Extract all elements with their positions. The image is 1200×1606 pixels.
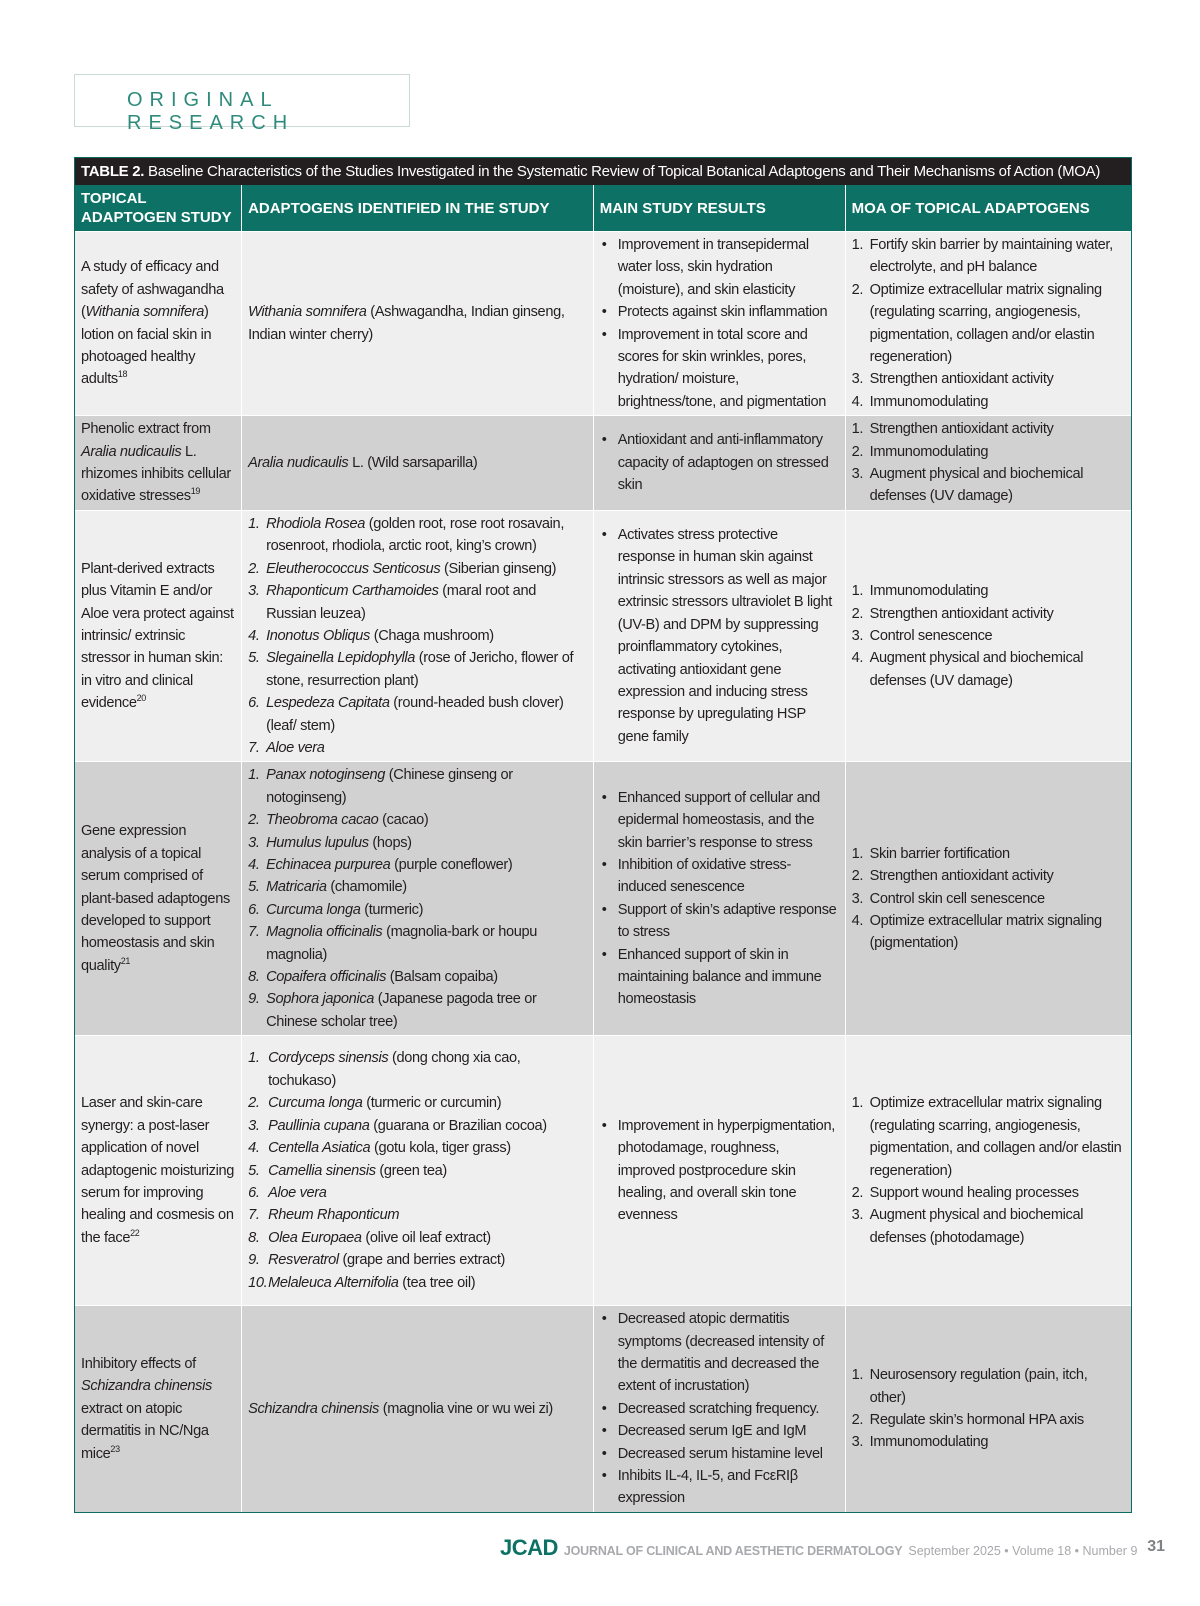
list-number: 1. bbox=[248, 515, 260, 532]
list-item: 2. Regulate skin’s hormonal HPA axis bbox=[852, 1409, 1125, 1431]
list-number: 10. bbox=[248, 1274, 268, 1291]
page-footer bbox=[500, 1535, 1180, 1559]
section-label-box bbox=[74, 74, 410, 134]
list-item: 3. Control senescence bbox=[852, 625, 1125, 647]
journal-name: JOURNAL OF CLINICAL AND AESTHETIC DERMATOLOGY bbox=[563, 1544, 903, 1558]
list-number: 3. bbox=[851, 1434, 864, 1451]
list-item: 3. Humulus lupulus (hops) bbox=[248, 832, 587, 854]
adaptogens-cell: Aralia nudicaulis L. (Wild sarsaparilla) bbox=[242, 416, 594, 511]
list-number: 2. bbox=[851, 1412, 864, 1429]
italic-text: Schizandra chinensis bbox=[248, 1400, 379, 1417]
list-item: • Decreased scratching frequency. bbox=[600, 1398, 839, 1420]
italic-text: Aloe vera bbox=[268, 1184, 327, 1201]
italic-text: Aralia nudicaulis bbox=[248, 454, 349, 471]
list-item: 1. Panax notoginseng (Chinese ginseng or notoginseng) bbox=[248, 764, 587, 809]
list-number: 5. bbox=[248, 879, 260, 896]
list-item: 3. Paullinia cupana (guarana or Brazilian cocoa) bbox=[248, 1115, 587, 1137]
numbered-list bbox=[852, 843, 1125, 955]
list-item: 1. Rhodiola Rosea (golden root, rose root rosavain, rosenroot, rhodiola, arctic root, king’s crown) bbox=[248, 513, 587, 558]
italic-text: Schizandra chinensis bbox=[81, 1378, 212, 1395]
italic-text: Panax notoginseng bbox=[266, 767, 386, 784]
list-item bbox=[248, 1182, 587, 1204]
list-number: 1. bbox=[851, 1095, 864, 1112]
list-item: 2. Optimize extracellular matrix signaling (regulating scarring, angiogenesis, pigmentation, collagen and/or elastin regeneration) bbox=[852, 279, 1125, 369]
list-item: 2. Theobroma cacao (cacao) bbox=[248, 809, 587, 831]
table-caption bbox=[75, 158, 1131, 185]
table-body bbox=[75, 232, 1131, 1512]
list-item: 2. Strengthen antioxidant activity bbox=[852, 865, 1125, 887]
list-number: 7. bbox=[248, 1207, 260, 1224]
list-number: 2. bbox=[248, 1095, 260, 1112]
italic-text: Rhodiola Rosea bbox=[266, 515, 366, 532]
list-item: • Enhanced support of skin in maintaining balance and immune homeostasis bbox=[600, 944, 839, 1011]
list-item: 9. Resveratrol (grape and berries extract) bbox=[248, 1249, 587, 1271]
list-number: 4. bbox=[851, 650, 864, 667]
list-item: • Decreased serum IgE and IgM bbox=[600, 1420, 839, 1442]
moa-cell bbox=[845, 1306, 1131, 1512]
issue-info: September 2025 • Volume 18 • Number 9 bbox=[908, 1544, 1138, 1558]
italic-text: Lespedeza Capitata bbox=[266, 695, 390, 712]
list-number: 9. bbox=[248, 991, 260, 1008]
list-item: 1. Strengthen antioxidant activity bbox=[852, 418, 1125, 440]
list-item: • Decreased atopic dermatitis symptoms (decreased intensity of the dermatitis and decreased the extent of incrustation) bbox=[600, 1308, 839, 1398]
numbered-list bbox=[248, 513, 587, 759]
header-adaptogens: ADAPTOGENS IDENTIFIED IN THE STUDY bbox=[242, 185, 594, 232]
list-number: 1. bbox=[851, 845, 864, 862]
italic-text: Centella Asiatica bbox=[268, 1140, 371, 1157]
study-cell: Laser and skin-care synergy: a post-laser application of novel adaptogenic moisturizing serum for improving healing and cosmesis on the face$^{22}$ bbox=[75, 1036, 242, 1306]
reference-number: 23 bbox=[110, 1443, 120, 1454]
italic-text: Echinacea purpurea bbox=[266, 856, 391, 873]
reference-number: 19 bbox=[190, 486, 201, 497]
table-row bbox=[75, 762, 1131, 1036]
bullet-list bbox=[600, 1308, 839, 1510]
list-item: 4. Centella Asiatica (gotu kola, tiger grass) bbox=[248, 1137, 587, 1159]
italic-text: Eleutherococcus Senticosus bbox=[266, 560, 441, 577]
list-number: 7. bbox=[248, 924, 260, 941]
italic-text: Withania somnifera bbox=[85, 304, 204, 321]
moa-cell bbox=[845, 232, 1131, 416]
italic-text: Slegainella Lepidophylla bbox=[266, 650, 416, 667]
bullet-list bbox=[600, 524, 839, 748]
adaptogens-cell: Withania somnifera (Ashwagandha, Indian ginseng, Indian winter cherry) bbox=[242, 232, 594, 416]
list-item: • Improvement in total score and scores for skin wrinkles, pores, hydration/ moisture, brightness/tone, and pigmentation bbox=[600, 324, 839, 414]
list-number: 3. bbox=[851, 466, 864, 483]
bullet-list bbox=[600, 787, 839, 1011]
list-number: 2. bbox=[851, 443, 864, 460]
results-cell bbox=[593, 1036, 845, 1306]
list-number: 4. bbox=[851, 912, 864, 929]
journal-logo: JCAD bbox=[500, 1535, 558, 1560]
adaptogens-cell bbox=[242, 1036, 594, 1306]
list-number: 2. bbox=[248, 812, 260, 829]
list-item: • Protects against skin inflammation bbox=[600, 301, 839, 323]
list-item bbox=[248, 1204, 587, 1226]
list-item: 3. Augment physical and biochemical defenses (photodamage) bbox=[852, 1204, 1125, 1249]
list-item: 5. Camellia sinensis (green tea) bbox=[248, 1160, 587, 1182]
list-item: 3. Immunomodulating bbox=[852, 1431, 1125, 1453]
numbered-list bbox=[852, 1092, 1125, 1249]
italic-text: Aloe vera bbox=[266, 739, 325, 756]
italic-text: Camellia sinensis bbox=[268, 1162, 376, 1179]
list-number: 3. bbox=[248, 1117, 260, 1134]
adaptogens-cell bbox=[242, 510, 594, 761]
list-item: 8. Olea Europaea (olive oil leaf extract) bbox=[248, 1227, 587, 1249]
italic-text: Copaifera officinalis bbox=[266, 969, 387, 985]
list-item: 2. Eleutherococcus Senticosus (Siberian ginseng) bbox=[248, 558, 587, 580]
list-item: 1. Skin barrier fortification bbox=[852, 843, 1125, 865]
list-number: 2. bbox=[851, 281, 864, 298]
list-item: 3. Strengthen antioxidant activity bbox=[852, 368, 1125, 390]
list-number: 3. bbox=[248, 834, 260, 851]
italic-text: Aralia nudicaulis bbox=[81, 443, 182, 460]
bullet-list bbox=[600, 234, 839, 413]
list-item: 2. Support wound healing processes bbox=[852, 1182, 1125, 1204]
italic-text: Withania somnifera bbox=[248, 304, 367, 321]
list-number: 4. bbox=[851, 393, 864, 410]
table-row bbox=[75, 232, 1131, 416]
list-item: • Antioxidant and anti-inflammatory capacity of adaptogen on stressed skin bbox=[600, 429, 839, 496]
moa-cell bbox=[845, 416, 1131, 511]
list-item bbox=[248, 737, 587, 759]
numbered-list bbox=[852, 418, 1125, 508]
list-item: 7. Magnolia officinalis (magnolia-bark or houpu magnolia) bbox=[248, 921, 587, 966]
italic-text: Magnolia officinalis bbox=[266, 924, 383, 941]
moa-cell bbox=[845, 1036, 1131, 1306]
list-item: 1. Optimize extracellular matrix signaling (regulating scarring, angiogenesis, pigmentation, and collagen and/or elastin regeneration) bbox=[852, 1092, 1125, 1182]
results-cell bbox=[593, 232, 845, 416]
list-item: 3. Rhaponticum Carthamoides (maral root and Russian leuzea) bbox=[248, 580, 587, 625]
table-row bbox=[75, 416, 1131, 511]
italic-text: Rhaponticum Carthamoides bbox=[266, 583, 439, 600]
italic-text: Inonotus Obliqus bbox=[266, 627, 370, 644]
list-item: 4. Optimize extracellular matrix signaling (pigmentation) bbox=[852, 910, 1125, 955]
list-item: 5. Matricaria (chamomile) bbox=[248, 876, 587, 898]
reference-number: 22 bbox=[130, 1227, 140, 1238]
list-item: 2. Curcuma longa (turmeric or curcumin) bbox=[248, 1092, 587, 1114]
list-item: • Decreased serum histamine level bbox=[600, 1443, 839, 1465]
numbered-list bbox=[852, 234, 1125, 413]
reference-number: 21 bbox=[120, 955, 131, 966]
table-caption-label: TABLE 2. bbox=[81, 163, 145, 180]
list-number: 4. bbox=[248, 627, 260, 644]
list-number: 7. bbox=[248, 739, 260, 756]
italic-text: Curcuma longa bbox=[266, 901, 361, 918]
italic-text: Melaleuca Alternifolia bbox=[268, 1274, 399, 1291]
list-number: 2. bbox=[851, 605, 864, 622]
italic-text: Curcuma longa bbox=[268, 1095, 363, 1112]
results-cell bbox=[593, 762, 845, 1036]
list-item: • Improvement in hyperpigmentation, photodamage, roughness, improved postprocedure skin healing, and overall skin tone evenness bbox=[600, 1115, 839, 1227]
table-row bbox=[75, 1036, 1131, 1306]
reference-number: 20 bbox=[136, 693, 146, 704]
table-caption-text: Baseline Characteristics of the Studies Investigated in the Systematic Review of Topical Botanical Adaptogens and Their Mechanisms of Action (MOA) bbox=[148, 163, 1101, 180]
list-item: • Inhibits IL-4, IL-5, and FcεRIβ expression bbox=[600, 1465, 839, 1510]
list-number: 1. bbox=[248, 1050, 260, 1067]
list-item: 5. Slegainella Lepidophylla (rose of Jericho, flower of stone, resurrection plant) bbox=[248, 647, 587, 692]
adaptogens-cell: Schizandra chinensis (magnolia vine or wu wei zi) bbox=[242, 1306, 594, 1512]
list-number: 4. bbox=[248, 1140, 260, 1157]
list-item: 4. Inonotus Obliqus (Chaga mushroom) bbox=[248, 625, 587, 647]
list-number: 3. bbox=[248, 583, 260, 600]
list-item: 3. Control skin cell senescence bbox=[852, 888, 1125, 910]
results-cell bbox=[593, 1306, 845, 1512]
italic-text: Cordyceps sinensis bbox=[268, 1050, 389, 1067]
list-number: 3. bbox=[851, 890, 864, 907]
list-item: • Enhanced support of cellular and epidermal homeostasis, and the skin barrier’s response to stress bbox=[600, 787, 839, 854]
list-item: 4. Augment physical and biochemical defenses (UV damage) bbox=[852, 647, 1125, 692]
list-number: 5. bbox=[248, 650, 260, 667]
list-item: 8. Copaifera officinalis (Balsam copaiba) bbox=[248, 966, 587, 988]
numbered-list bbox=[852, 1364, 1125, 1454]
list-item: 3. Augment physical and biochemical defenses (UV damage) bbox=[852, 463, 1125, 508]
list-number: 3. bbox=[851, 371, 864, 388]
italic-text: Rheum Rhaponticum bbox=[268, 1207, 400, 1224]
list-number: 2. bbox=[248, 560, 260, 577]
list-item: 6. Curcuma longa (turmeric) bbox=[248, 899, 587, 921]
list-number: 4. bbox=[248, 856, 260, 873]
list-item: 4. Immunomodulating bbox=[852, 391, 1125, 413]
list-item: 6. Lespedeza Capitata (round-headed bush clover) (leaf/ stem) bbox=[248, 692, 587, 737]
study-cell: Gene expression analysis of a topical serum comprised of plant-based adaptogens developed to support homeostasis and skin quality$^{21}$ bbox=[75, 762, 242, 1036]
list-number: 6. bbox=[248, 695, 260, 712]
italic-text: Paullinia cupana bbox=[268, 1117, 370, 1134]
moa-cell bbox=[845, 762, 1131, 1036]
header-row bbox=[75, 185, 1131, 232]
list-number: 8. bbox=[248, 1229, 260, 1246]
list-item: 9. Sophora japonica (Japanese pagoda tree or Chinese scholar tree) bbox=[248, 988, 587, 1033]
list-item: 4. Echinacea purpurea (purple coneflower) bbox=[248, 854, 587, 876]
adaptogens-cell bbox=[242, 762, 594, 1036]
numbered-list bbox=[248, 1047, 587, 1293]
list-item: 1. Neurosensory regulation (pain, itch, other) bbox=[852, 1364, 1125, 1409]
list-item: • Support of skin’s adaptive response to stress bbox=[600, 899, 839, 944]
list-number: 2. bbox=[851, 868, 864, 885]
list-number: 3. bbox=[851, 1207, 864, 1224]
results-cell bbox=[593, 416, 845, 511]
data-table bbox=[75, 185, 1131, 1512]
list-number: 5. bbox=[248, 1162, 260, 1179]
section-label: ORIGINAL RESEARCH bbox=[127, 89, 295, 134]
page-number: 31 bbox=[1147, 1538, 1165, 1555]
study-cell: Phenolic extract from Aralia nudicaulis L. rhizomes inhibits cellular oxidative stresses$^{19}$ bbox=[75, 416, 242, 511]
header-study: TOPICAL ADAPTOGEN STUDY bbox=[75, 185, 242, 232]
list-item: 1. Cordyceps sinensis (dong chong xia cao, tochukaso) bbox=[248, 1047, 587, 1092]
list-item: 10. Melaleuca Alternifolia (tea tree oil) bbox=[248, 1272, 587, 1294]
list-number: 1. bbox=[248, 767, 260, 784]
italic-text: Humulus lupulus bbox=[266, 834, 369, 851]
list-number: 9. bbox=[248, 1252, 260, 1269]
numbered-list bbox=[248, 764, 587, 1033]
list-item: • Activates stress protective response in human skin against intrinsic stressors as well as major extrinsic stressors ultraviolet B light (UV-B) and DPM by suppressing proinflammatory cytokines, activating antioxidant gene expression and inducing stress response by upregulating HSP gene family bbox=[600, 524, 839, 748]
list-number: 1. bbox=[851, 421, 864, 438]
list-item: 2. Immunomodulating bbox=[852, 441, 1125, 463]
list-number: 8. bbox=[248, 969, 260, 985]
italic-text: Matricaria bbox=[266, 879, 327, 896]
header-moa: MOA OF TOPICAL ADAPTOGENS bbox=[845, 185, 1131, 232]
list-number: 2. bbox=[851, 1184, 864, 1201]
list-number: 6. bbox=[248, 1184, 260, 1201]
bullet-list bbox=[600, 1115, 839, 1227]
list-item: • Inhibition of oxidative stress-induced senescence bbox=[600, 854, 839, 899]
reference-number: 18 bbox=[117, 369, 128, 380]
italic-text: Sophora japonica bbox=[266, 991, 375, 1008]
numbered-list bbox=[852, 580, 1125, 692]
list-item: 1. Fortify skin barrier by maintaining water, electrolyte, and pH balance bbox=[852, 234, 1125, 279]
list-item: • Improvement in transepidermal water loss, skin hydration (moisture), and skin elasticity bbox=[600, 234, 839, 301]
italic-text: Olea Europaea bbox=[268, 1229, 362, 1246]
list-item: 2. Strengthen antioxidant activity bbox=[852, 603, 1125, 625]
moa-cell bbox=[845, 510, 1131, 761]
study-cell: Inhibitory effects of Schizandra chinensis extract on atopic dermatitis in NC/Nga mice$^{23}$ bbox=[75, 1306, 242, 1512]
list-number: 1. bbox=[851, 583, 864, 600]
results-cell bbox=[593, 510, 845, 761]
table-row bbox=[75, 1306, 1131, 1512]
study-cell: Plant-derived extracts plus Vitamin E and/or Aloe vera protect against intrinsic/ extrinsic stressor in human skin: in vitro and clinical evidence$^{20}$ bbox=[75, 510, 242, 761]
study-cell: A study of efficacy and safety of ashwagandha (Withania somnifera) lotion on facial skin in photoaged healthy adults$^{18}$ bbox=[75, 232, 242, 416]
list-number: 6. bbox=[248, 901, 260, 918]
list-item: 1. Immunomodulating bbox=[852, 580, 1125, 602]
table-2 bbox=[74, 157, 1132, 1513]
italic-text: Resveratrol bbox=[268, 1252, 339, 1269]
list-number: 3. bbox=[851, 627, 864, 644]
header-results: MAIN STUDY RESULTS bbox=[593, 185, 845, 232]
list-number: 1. bbox=[851, 1367, 864, 1384]
bullet-list bbox=[600, 429, 839, 496]
list-number: 1. bbox=[851, 237, 864, 253]
table-row bbox=[75, 510, 1131, 761]
italic-text: Theobroma cacao bbox=[266, 812, 379, 829]
